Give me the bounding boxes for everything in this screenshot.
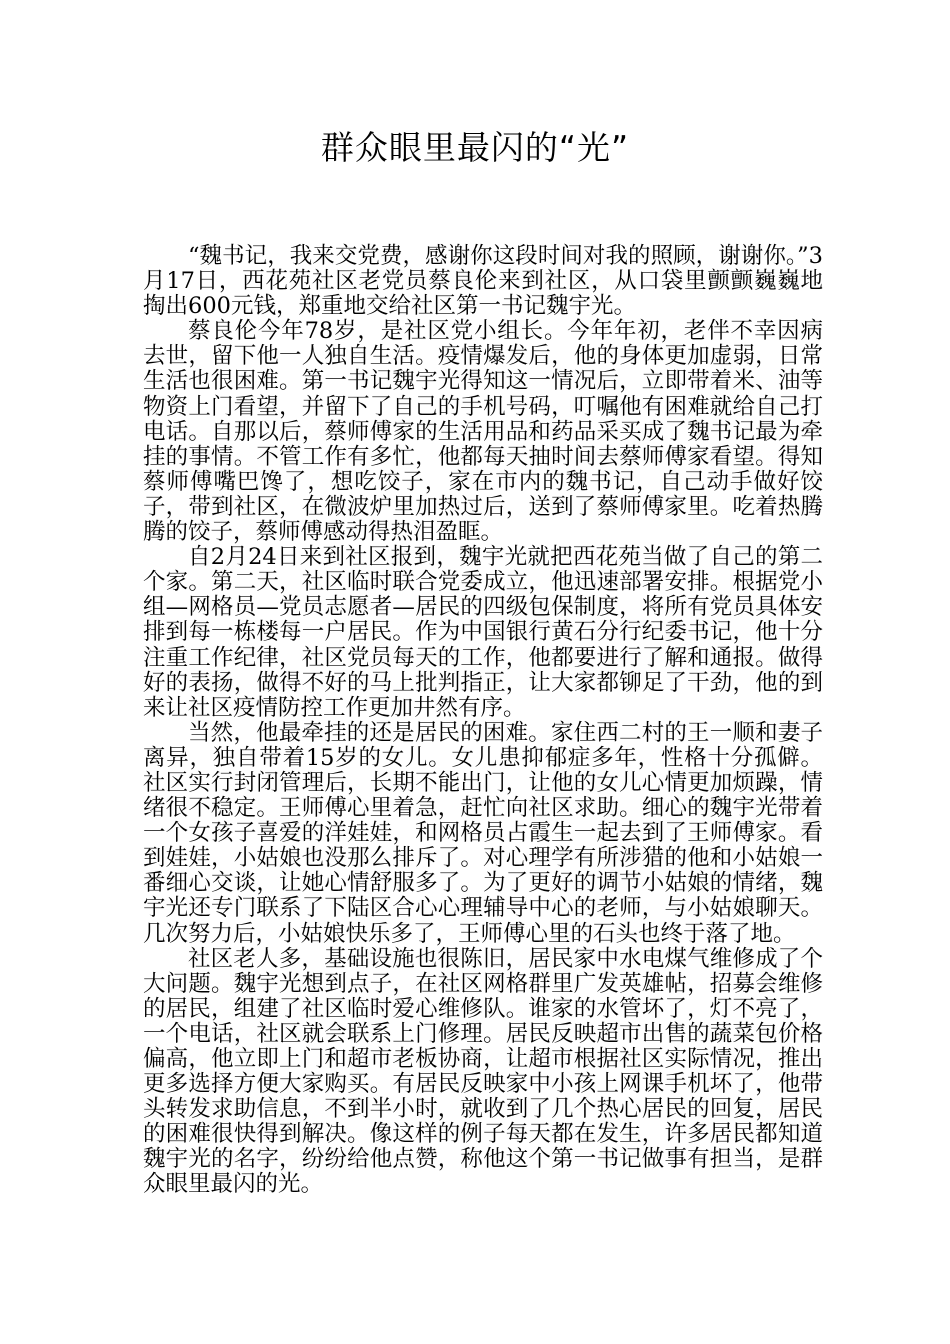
paragraph-4: 当然，他最牵挂的还是居民的困难。家住西二村的王一顺和妻子离异，独自带着15岁的女儿。女儿患抑郁症多年，性格十分孤僻。社区实行封闭管理后，长期不能出门，让他的女儿心情更加烦躁，情绪很不稳定。王师傅心里着急，赶忙向社区求助。细心的魏宇光带着一个女孩子喜爱的洋娃娃，和网格员占霞生一起去到了王师傅家。看到娃娃，小姑娘也没那么排斥了。对心理学有所涉猎的他和小姑娘一番细心交谈，让她心情舒服多了。为了更好的调节小姑娘的情绪，魏宇光还专门联系了下陆区合心心理辅导中心的老师，与小姑娘聊天。几次努力后，小姑娘快乐多了，王师傅心里的石头也终于落了地。 <box>143 719 823 947</box>
document-body <box>143 244 823 1198</box>
paragraph-2: 蔡良伦今年78岁，是社区党小组长。今年年初，老伴不幸因病去世，留下他一人独自生活。疫情爆发后，他的身体更加虚弱，日常生活也很困难。第一书记魏宇光得知这一情况后，立即带着米、油等物资上门看望，并留下了自己的手机号码，叮嘱他有困难就给自己打电话。自那以后，蔡师傅家的生活用品和药品采买成了魏书记最为牵挂的事情。不管工作有多忙，他都每天抽时间去蔡师傅家看望。得知蔡师傅嘴巴馋了，想吃饺子，家在市内的魏书记，自己动手做好饺子，带到社区，在微波炉里加热过后，送到了蔡师傅家里。吃着热腾腾的饺子，蔡师傅感动得热泪盈眶。 <box>143 318 823 546</box>
paragraph-3: 自2月24日来到社区报到，魏宇光就把西花苑当做了自己的第二个家。第二天，社区临时联合党委成立，他迅速部署安排。根据党小组—网格员—党员志愿者—居民的四级包保制度，将所有党员具体安排到每一栋楼每一户居民。作为中国银行黄石分行纪委书记，他十分注重工作纪律，社区党员每天的工作，他都要进行了解和通报。做得好的表扬，做得不好的马上批判指正，让大家都铆足了干劲，他的到来让社区疫情防控工作更加井然有序。 <box>143 544 823 721</box>
paragraph-5: 社区老人多，基础设施也很陈旧，居民家中水电煤气维修成了个大问题。魏宇光想到点子，在社区网格群里广发英雄帖，招募会维修的居民，组建了社区临时爱心维修队。谁家的水管坏了，灯不亮了，一个电话，社区就会联系上门修理。居民反映超市出售的蔬菜包价格偏高，他立即上门和超市老板协商，让超市根据社区实际情况，推出更多选择方便大家购买。有居民反映家中小孩上网课手机坏了，他带头转发求助信息，不到半小时，就收到了几个热心居民的回复，居民的困难很快得到解决。像这样的例子每天都在发生，许多居民都知道魏宇光的名字，纷纷给他点赞，称他这个第一书记做事有担当，是群众眼里最闪的光。 <box>143 945 823 1198</box>
paragraph-1: “魏书记，我来交党费，感谢你这段时间对我的照顾，谢谢你。”3月17日，西花苑社区老党员蔡良伦来到社区，从口袋里颤颤巍巍地掏出600元钱，郑重地交给社区第一书记魏宇光。 <box>143 243 823 320</box>
document-title: 群众眼里最闪的“光” <box>320 128 630 167</box>
